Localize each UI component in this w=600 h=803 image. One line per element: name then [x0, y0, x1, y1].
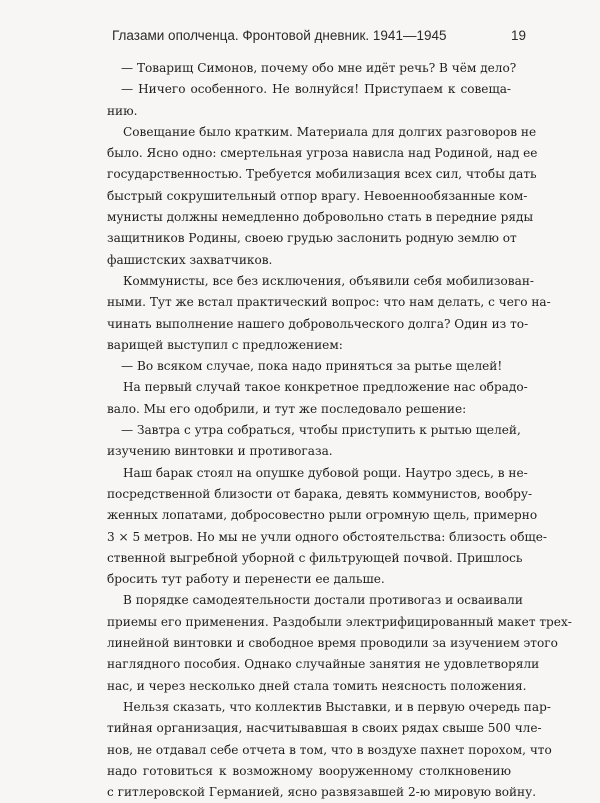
text-line: с гитлеровской Германией, ясно развязавшей 2-ю мировую войну.: [107, 785, 537, 800]
text-line: женных лопатами, добросовестно рыли огромную щель, примерно: [107, 508, 538, 523]
text-line: варищей выступил с предложением:: [107, 337, 343, 352]
running-title: Глазами ополченца. Фронтовой дневник. 1941—1945: [112, 28, 447, 43]
paragraph: [107, 697, 552, 803]
text-line: чинать выполнение нашего добровольческого долга? Один из то-: [107, 316, 529, 331]
paragraph: [107, 377, 528, 420]
text-line: 3 × 5 метров. Но мы не учли одного обстоятельства: близость обще-: [107, 529, 547, 544]
text-line: Наш барак стоял на опушке дубовой рощи. Наутро здесь, в не-: [123, 465, 528, 480]
text-line: В порядке самодеятельности достали противогаз и осваивали: [123, 593, 523, 608]
text-body: [107, 58, 572, 803]
text-line: надо готовиться к возможному вооруженному столкновению: [107, 763, 511, 778]
paragraph: [107, 271, 551, 356]
paragraph: [107, 590, 572, 696]
text-line: наглядного пособия. Однако случайные занятия не удовлетворяли: [107, 657, 540, 672]
paragraph: [107, 58, 517, 79]
paragraph: [107, 463, 547, 591]
text-line: было. Ясно одно: смертельная угроза нависла над Родиной, над ее: [107, 146, 538, 161]
text-line: бросить тут работу и перенести ее дальше.: [107, 572, 385, 587]
running-head: [112, 28, 526, 48]
text-line: фашистских захватчиков.: [107, 252, 273, 267]
page-number: 19: [510, 28, 526, 43]
text-line: ственной выгребной уборной с фильтрующей почвой. Пришлось: [107, 550, 523, 565]
text-line: посредственной близости от барака, девять коммунистов, вообру-: [107, 486, 533, 501]
text-line: нию.: [107, 103, 138, 118]
text-line: приемы его применения. Раздобыли электрифицированный макет трех-: [107, 614, 572, 629]
text-line: нов, не отдавал себе отчета в том, что в воздухе пахнет порохом, что: [107, 742, 552, 757]
paragraph: [107, 79, 511, 122]
text-line: изучению винтовки и противогаза.: [107, 444, 333, 459]
text-line: — Во всяком случае, пока надо приняться за рытье щелей!: [121, 359, 503, 374]
text-line: вало. Мы его одобрили, и тут же последовало решение:: [107, 401, 467, 416]
text-line: государственностью. Требуется мобилизация всех сил, чтобы дать: [107, 167, 537, 182]
paragraph: [107, 122, 538, 271]
text-line: — Товарищ Симонов, почему обо мне идёт речь? В чём дело?: [121, 61, 517, 75]
text-line: Совещание было кратким. Материала для долгих разговоров не: [123, 124, 537, 139]
text-line: Нельзя сказать, что коллектив Выставки, и в первую очередь пар-: [123, 699, 551, 714]
text-line: линейной винтовки и свободное время проводили за изучением этого: [107, 636, 558, 651]
text-line: нас, и через несколько дней стала томить неясность положения.: [107, 678, 527, 693]
text-line: защитников Родины, своею грудью заслонить родную землю от: [107, 231, 517, 246]
text-line: Коммунисты, все без исключения, объявили себя мобилизован-: [123, 273, 534, 288]
text-line: тийная организация, насчитывавшая в своих рядах свыше 500 чле-: [107, 721, 542, 736]
text-line: быстрый сокрушительный отпор врагу. Невоеннообязанные ком-: [107, 188, 528, 203]
text-line: ными. Тут же встал практический вопрос: что нам делать, с чего на-: [107, 295, 551, 310]
text-line: — Завтра с утра собраться, чтобы приступить к рытью щелей,: [121, 423, 521, 438]
text-line: мунисты должны немедленно добровольно стать в передние ряды: [107, 210, 534, 225]
text-line: — Ничего особенного. Не волнуйся! Приступаем к совеща-: [121, 82, 511, 97]
text-line: На первый случай такое конкретное предложение нас обрадо-: [123, 380, 528, 395]
paragraph: [107, 356, 511, 377]
paragraph: [107, 420, 521, 463]
